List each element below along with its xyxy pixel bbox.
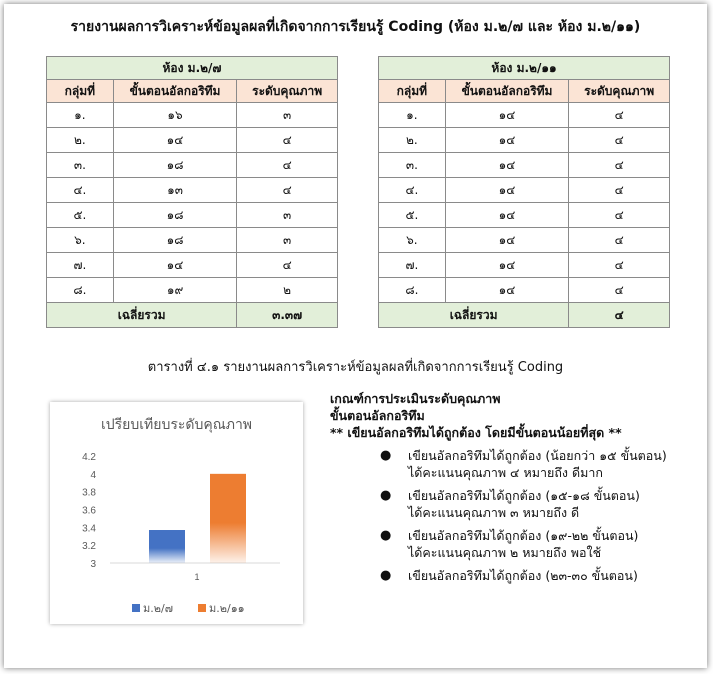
average-label: เฉลี่ยรวม [47,303,237,328]
steps-cell: ๑๓ [113,178,237,203]
table-row [379,103,670,128]
column-header-steps: ขั้นตอนอัลกอริทึม [113,80,237,103]
quality-cell: ๔ [569,228,670,253]
table-row [379,178,670,203]
criteria-item [330,487,700,521]
quality-cell: ๓ [237,228,338,253]
table-row [47,153,338,178]
group-number-cell: ๕. [47,203,114,228]
group-number-cell: ๒. [379,128,446,153]
table-row [47,228,338,253]
table-row [379,228,670,253]
table-room-2-7 [46,56,338,328]
legend-label: ม.๒/๑๑ [209,602,245,615]
steps-cell: ๑๔ [445,153,569,178]
steps-cell: ๑๔ [445,203,569,228]
legend-label: ม.๒/๗ [143,602,173,615]
quality-comparison-chart [50,402,303,624]
quality-cell: ๔ [569,103,670,128]
column-header-steps: ขั้นตอนอัลกอริทึม [445,80,569,103]
group-number-cell: ๖. [47,228,114,253]
steps-cell: ๑๔ [113,128,237,153]
steps-cell: ๑๔ [445,103,569,128]
criteria-item-text: เขียนอัลกอริทึมได้ถูกต้อง (๑๕-๑๘ ขั้นตอน) [408,488,640,503]
group-number-cell: ๔. [47,178,114,203]
criteria-item-score: ได้คะแนนคุณภาพ ๔ หมายถึง ดีมาก [408,465,603,480]
group-number-cell: ๓. [47,153,114,178]
criteria-list [330,447,700,584]
table-row [47,278,338,303]
steps-cell: ๑๔ [445,178,569,203]
y-tick-label: 3 [90,559,96,570]
average-value: ๓.๓๗ [237,303,338,328]
group-number-cell: ๑. [379,103,446,128]
table-row [379,253,670,278]
column-header-group: กลุ่มที่ [379,80,446,103]
quality-cell: ๔ [569,203,670,228]
quality-cell: ๔ [237,128,338,153]
criteria-section [330,390,700,590]
group-number-cell: ๘. [379,278,446,303]
table-row [47,203,338,228]
steps-cell: ๑๖ [113,103,237,128]
y-tick-label: 3.6 [82,505,96,517]
group-number-cell: ๓. [379,153,446,178]
bullet-icon: ● [380,528,392,543]
average-label: เฉลี่ยรวม [379,303,569,328]
table-room-title: ห้อง ม.๒/๗ [47,57,338,80]
x-category-label: 1 [194,572,200,582]
y-tick-label: 3.8 [82,487,96,499]
steps-cell: ๑๔ [445,278,569,303]
column-header-quality: ระดับคุณภาพ [237,80,338,103]
steps-cell: ๑๘ [113,228,237,253]
table-row [379,278,670,303]
column-header-quality: ระดับคุณภาพ [569,80,670,103]
criteria-item-score: ได้คะแนนคุณภาพ ๒ หมายถึง พอใช้ [408,545,602,560]
group-number-cell: ๑. [47,103,114,128]
group-number-cell: ๔. [379,178,446,203]
y-tick-label: 3.4 [82,523,96,535]
quality-cell: ๔ [569,128,670,153]
bullet-icon: ● [380,448,392,463]
bar-m2-11 [210,474,246,563]
column-header-group: กลุ่มที่ [47,80,114,103]
quality-cell: ๔ [237,153,338,178]
y-tick-label: 3.2 [82,541,96,553]
criteria-heading: เกณฑ์การประเมินระดับคุณภาพ [330,391,501,406]
table-row [47,253,338,278]
group-number-cell: ๒. [47,128,114,153]
quality-cell: ๔ [569,153,670,178]
group-number-cell: ๘. [47,278,114,303]
quality-cell: ๓ [237,203,338,228]
y-tick-label: 4 [90,469,96,481]
table-row [47,178,338,203]
steps-cell: ๑๙ [113,278,237,303]
y-tick-label: 4.2 [82,452,96,463]
group-number-cell: ๗. [47,253,114,278]
table-caption: ตารางที่ ๔.๑ รายงานผลการวิเคราะห์ข้อมูลผลที่เกิดจากการเรียนรู้ Coding [147,360,564,375]
steps-cell: ๑๘ [113,153,237,178]
table-row [379,128,670,153]
bar-m2-7 [149,530,185,563]
quality-cell: ๒ [237,278,338,303]
quality-cell: ๔ [237,253,338,278]
criteria-item-score: ได้คะแนนคุณภาพ ๓ หมายถึง ดี [408,505,580,520]
quality-cell: ๔ [569,253,670,278]
report-title: รายงานผลการวิเคราะห์ข้อมูลผลที่เกิดจากการเรียนรู้ Coding (ห้อง ม.๒/๗ และ ห้อง ม.๒/๑๑) [70,19,641,35]
steps-cell: ๑๔ [445,228,569,253]
steps-cell: ๑๔ [113,253,237,278]
table-row [47,103,338,128]
table-row [379,203,670,228]
quality-cell: ๔ [237,178,338,203]
bullet-icon: ● [380,568,392,583]
table-row [47,128,338,153]
legend-swatch [198,604,206,612]
table-row [379,153,670,178]
chart-canvas [50,402,303,624]
group-number-cell: ๗. [379,253,446,278]
group-number-cell: ๖. [379,228,446,253]
criteria-item-text: เขียนอัลกอริทึมได้ถูกต้อง (น้อยกว่า ๑๕ ขั้นตอน) [408,448,667,463]
criteria-item-text: เขียนอัลกอริทึมได้ถูกต้อง (๒๓-๓๐ ขั้นตอน) [408,568,638,583]
criteria-note: ** เขียนอัลกอริทึมได้ถูกต้อง โดยมีขั้นตอนน้อยที่สุด ** [330,425,622,440]
bullet-icon: ● [380,488,392,503]
quality-cell: ๓ [237,103,338,128]
table-room-2-11 [378,56,670,328]
chart-title: เปรียบเทียบระดับคุณภาพ [100,417,253,433]
steps-cell: ๑๔ [445,253,569,278]
steps-cell: ๑๘ [113,203,237,228]
criteria-item-text: เขียนอัลกอริทึมได้ถูกต้อง (๑๙-๒๒ ขั้นตอน) [408,528,639,543]
quality-cell: ๔ [569,178,670,203]
document-page [4,4,707,668]
criteria-item [330,567,700,584]
average-value: ๔ [569,303,670,328]
legend-swatch [132,604,140,612]
criteria-item [330,447,700,481]
quality-cell: ๔ [569,278,670,303]
steps-cell: ๑๔ [445,128,569,153]
criteria-item [330,527,700,561]
table-room-title: ห้อง ม.๒/๑๑ [379,57,670,80]
group-number-cell: ๕. [379,203,446,228]
criteria-subheading: ขั้นตอนอัลกอริทึม [330,408,425,423]
